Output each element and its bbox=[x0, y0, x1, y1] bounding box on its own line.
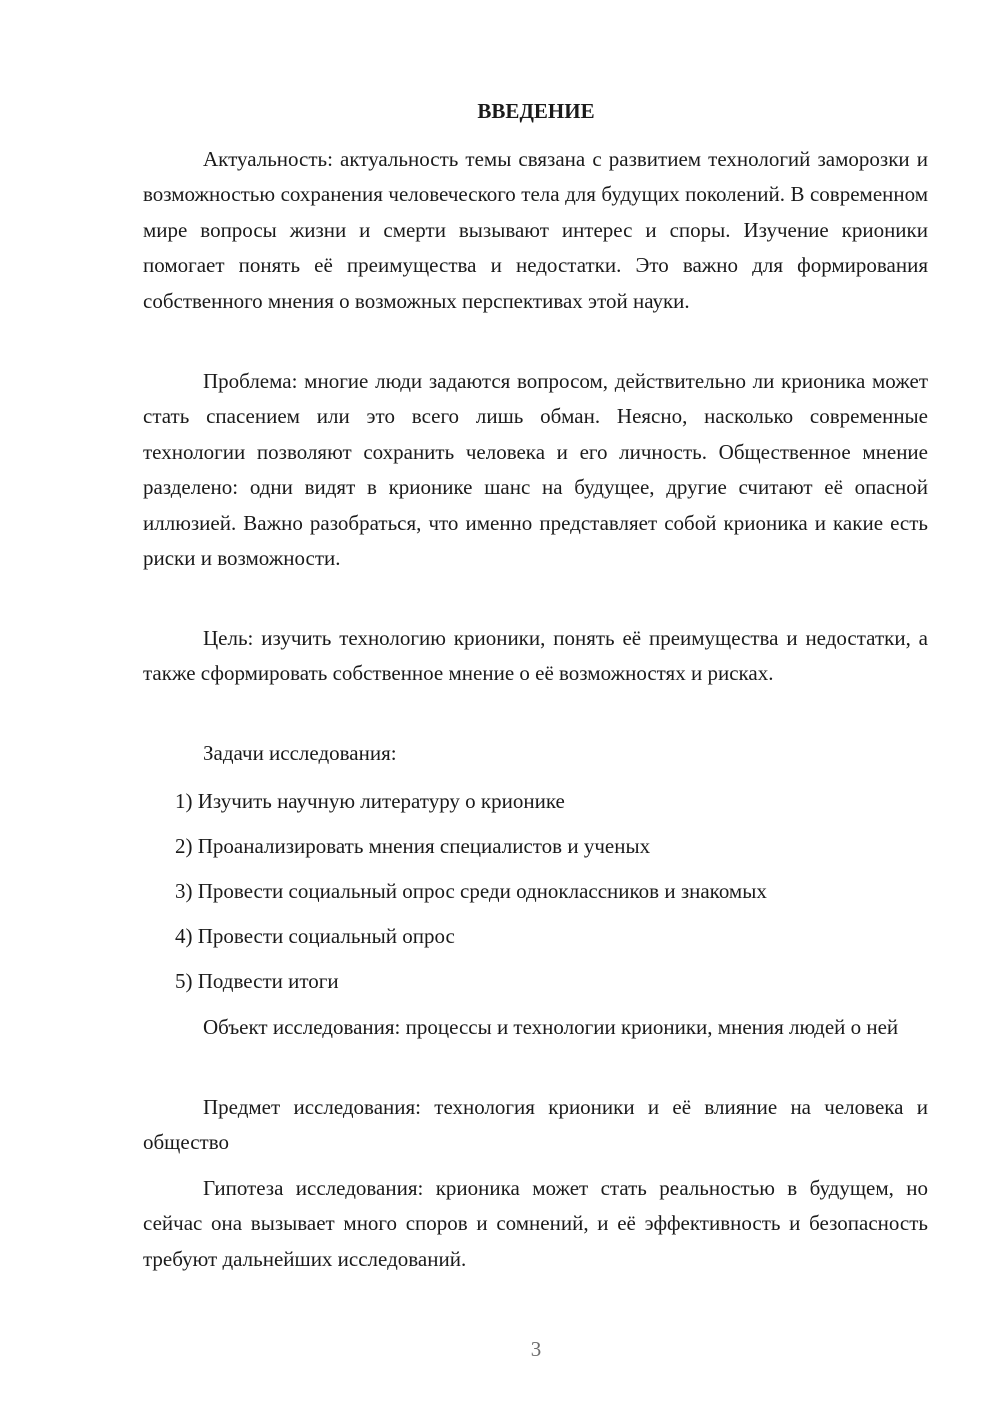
relevance-paragraph: Актуальность: актуальность темы связана с развитием технологий заморозки и возможностью сохранения человеческого тела для будущих поколений. В современном мире вопросы жизни и смерти вызывают интерес и споры. Изучение крионики помогает понять её преимущества и недостатки. Это важно для формирования собственного мнения о возможных перспективах этой науки. bbox=[143, 147, 928, 313]
goal-paragraph: Цель: изучить технологию крионики, понять её преимущества и недостатки, а также сформировать собственное мнение о её возможностях и рисках. bbox=[143, 626, 928, 686]
problem-paragraph: Проблема: многие люди задаются вопросом, действительно ли крионика может стать спасением или это всего лишь обман. Неясно, насколько современные технологии позволяют сохранить человека и его личность. Общественное мнение разделено: одни видят в крионике шанс на будущее, другие считают её опасной иллюзией. Важно разобраться, что именно представляет собой крионика и какие есть риски и возможности. bbox=[143, 369, 928, 571]
task-item-2: 2) Проанализировать мнения специалистов и ученых bbox=[175, 834, 651, 858]
object-paragraph: Объект исследования: процессы и технологии крионики, мнения людей о ней bbox=[203, 1015, 899, 1039]
task-item-3: 3) Провести социальный опрос среди одноклассников и знакомых bbox=[175, 879, 767, 903]
task-item-4: 4) Провести социальный опрос bbox=[175, 924, 455, 948]
page-number: 3 bbox=[530, 1337, 542, 1361]
task-item-5: 5) Подвести итоги bbox=[175, 969, 339, 993]
subject-paragraph: Предмет исследования: технология крионики и её влияние на человека и общество bbox=[143, 1095, 928, 1155]
hypothesis-paragraph: Гипотеза исследования: крионика может стать реальностью в будущем, но сейчас она вызывает много споров и сомнений, и её эффективность и безопасность требуют дальнейших исследований. bbox=[143, 1176, 928, 1271]
task-item-1: 1) Изучить научную литературу о крионике bbox=[175, 789, 565, 813]
tasks-heading: Задачи исследования: bbox=[203, 741, 397, 765]
section-title: ВВЕДЕНИЕ bbox=[477, 99, 595, 123]
